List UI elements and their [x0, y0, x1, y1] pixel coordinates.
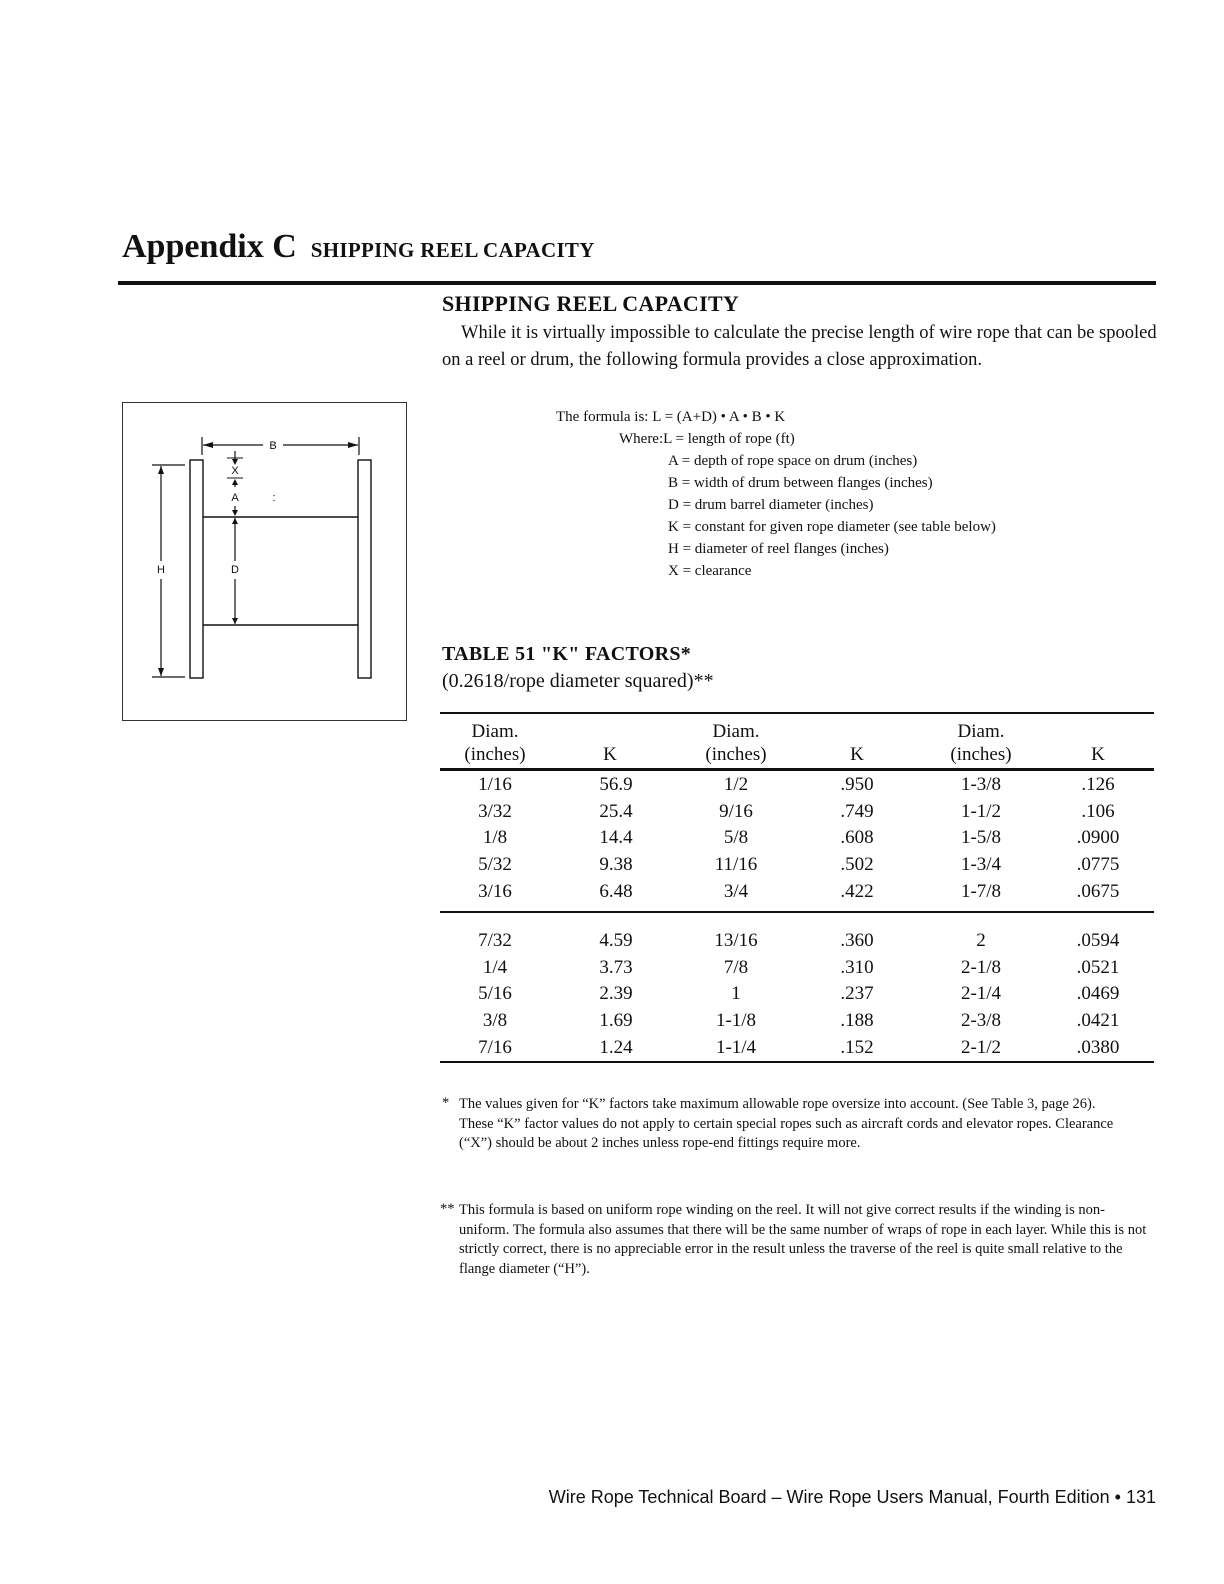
table-group-rule	[440, 911, 1154, 913]
reel-diagram	[122, 402, 407, 721]
definition-k: K = constant for given rope diameter (see table below)	[668, 519, 996, 535]
table-cell: 1-5/8	[960, 827, 1002, 849]
table-cell: 2	[976, 930, 986, 951]
footnote-1-mark: *	[442, 1095, 450, 1111]
label-d: D	[231, 564, 239, 576]
table-cell: 9.38	[599, 854, 633, 876]
table-cell: 3/16	[478, 880, 512, 902]
table-cell: 2-3/8	[960, 1010, 1002, 1032]
table-subtitle: (0.2618/rope diameter squared)**	[442, 670, 714, 692]
table-cell: .0775	[1076, 854, 1120, 876]
table-cell: 1-1/2	[960, 800, 1002, 822]
definition-h: H = diameter of reel flanges (inches)	[668, 541, 889, 557]
header-k-3: K	[1091, 744, 1105, 765]
table-bottom-rule	[440, 1061, 1154, 1063]
footnote-2-mark: **	[440, 1201, 455, 1217]
table-cell: .188	[840, 1010, 874, 1032]
table-cell: .126	[1081, 774, 1115, 795]
table-cell: .502	[840, 854, 874, 876]
table-cell: .0421	[1076, 1010, 1120, 1032]
table-cell: .422	[840, 880, 874, 902]
definition-x: X = clearance	[668, 563, 752, 579]
table-cell: 1.69	[599, 1010, 633, 1032]
table-cell: 1-7/8	[960, 880, 1002, 902]
definition-d: D = drum barrel diameter (inches)	[668, 497, 874, 513]
page-footer: Wire Rope Technical Board – Wire Rope Users Manual, Fourth Edition • 131	[548, 1487, 1156, 1507]
table-cell: .0380	[1076, 1036, 1120, 1058]
table-cell: 3/8	[482, 1010, 508, 1032]
header-k-2: K	[850, 744, 864, 765]
table-cell: 6.48	[599, 880, 633, 902]
table-cell: 1.24	[599, 1036, 633, 1058]
table-cell: .0469	[1076, 983, 1120, 1005]
table-cell: .152	[840, 1036, 874, 1058]
right-flange	[358, 460, 371, 678]
table-cell: 2-1/8	[960, 956, 1002, 978]
table-cell: 7/8	[723, 956, 749, 978]
table-cell: .0675	[1076, 880, 1120, 902]
reel-diagram-svg	[123, 403, 408, 722]
table-cell: .950	[840, 774, 874, 795]
table-cell: 56.9	[599, 774, 633, 795]
formula-where: Where:L = length of rope (ft)	[619, 431, 795, 447]
table-cell: 1/4	[482, 956, 508, 978]
left-flange	[190, 460, 203, 678]
table-cell: 1/2	[723, 774, 749, 795]
section-title: SHIPPING REEL CAPACITY	[442, 291, 740, 316]
table-cell: 3/4	[723, 880, 749, 902]
table-cell: 1-3/4	[960, 854, 1002, 876]
intro-paragraph: While it is virtually impossible to calculate the precise length of wire rope that can be spooled on a reel or drum, the following formula provides a close approximation.	[442, 323, 1157, 370]
svg-text::: :	[272, 492, 276, 504]
label-x: X	[231, 465, 239, 477]
table-cell: .0594	[1076, 930, 1120, 951]
table-cell: 2-1/4	[960, 983, 1002, 1005]
table-cell: .0521	[1076, 956, 1120, 978]
header-diam-3: Diam. (inches)	[950, 721, 1012, 765]
table-cell: 1/16	[478, 774, 512, 795]
appendix-title: SHIPPING REEL CAPACITY	[310, 238, 595, 262]
table-top-rule	[440, 712, 1154, 714]
table-cell: .0900	[1076, 827, 1120, 849]
appendix-label: Appendix C	[122, 228, 297, 265]
table-cell: 1-3/8	[960, 774, 1002, 795]
table-cell: .749	[840, 800, 874, 822]
header-diam-2: Diam. (inches)	[705, 721, 767, 765]
header-diam-1: Diam. (inches)	[464, 721, 526, 765]
table-cell: 3.73	[599, 956, 633, 978]
table-cell: 25.4	[599, 800, 633, 822]
table-title: TABLE 51 "K" FACTORS*	[442, 643, 692, 665]
definition-b: B = width of drum between flanges (inches)	[668, 475, 933, 491]
label-a: A	[231, 492, 239, 504]
table-cell: 7/32	[478, 930, 512, 951]
table-cell: 9/16	[719, 800, 753, 822]
header-k-1: K	[603, 744, 617, 765]
table-cell: 13/16	[714, 930, 758, 951]
footnote-1: The values given for “K” factors take maximum allowable rope oversize into account. (See Table 3, page 26). These “K” factor values do not apply to certain special ropes such as aircraft cords and elevator ropes. Clearance (“X”) should be about 2 inches unless rope-end fittings require more.	[459, 1096, 1114, 1151]
table-cell: .310	[840, 956, 874, 978]
table-cell: 5/8	[723, 827, 749, 849]
table-cell: 5/16	[478, 983, 512, 1005]
table-header-rule	[440, 768, 1154, 771]
table-cell: 14.4	[599, 827, 633, 849]
table-cell: 1-1/4	[715, 1036, 757, 1058]
heading-rule	[118, 281, 1156, 285]
table-cell: 2.39	[599, 983, 633, 1005]
formula-line: The formula is: L = (A+D) • A • B • K	[556, 409, 786, 425]
table-cell: .106	[1081, 800, 1115, 822]
label-h: H	[157, 564, 165, 576]
footnote-2: This formula is based on uniform rope winding on the reel. It will not give correct results if the winding is non-uniform. The formula also assumes that there will be the same number of wraps of rope in each layer. While this is not strictly correct, there is no appreciable error in the result unless the traverse of the reel is quite small relative to the flange diameter (“H”).	[459, 1202, 1147, 1277]
table-cell: .360	[840, 930, 874, 951]
table-cell: 1/8	[482, 827, 508, 849]
table-cell: 5/32	[478, 854, 512, 876]
table-cell: .608	[840, 827, 874, 849]
table-cell: 1	[731, 983, 741, 1005]
appendix-heading	[122, 228, 595, 266]
table-cell: 4.59	[599, 930, 633, 951]
table-cell: 11/16	[714, 854, 758, 876]
table-cell: 1-1/8	[715, 1010, 757, 1032]
definition-a: A = depth of rope space on drum (inches)	[668, 453, 918, 469]
table-cell: 2-1/2	[960, 1036, 1002, 1058]
table-cell: .237	[840, 983, 874, 1005]
table-cell: 7/16	[478, 1036, 512, 1058]
label-b: B	[269, 440, 277, 452]
table-cell: 3/32	[478, 800, 512, 822]
